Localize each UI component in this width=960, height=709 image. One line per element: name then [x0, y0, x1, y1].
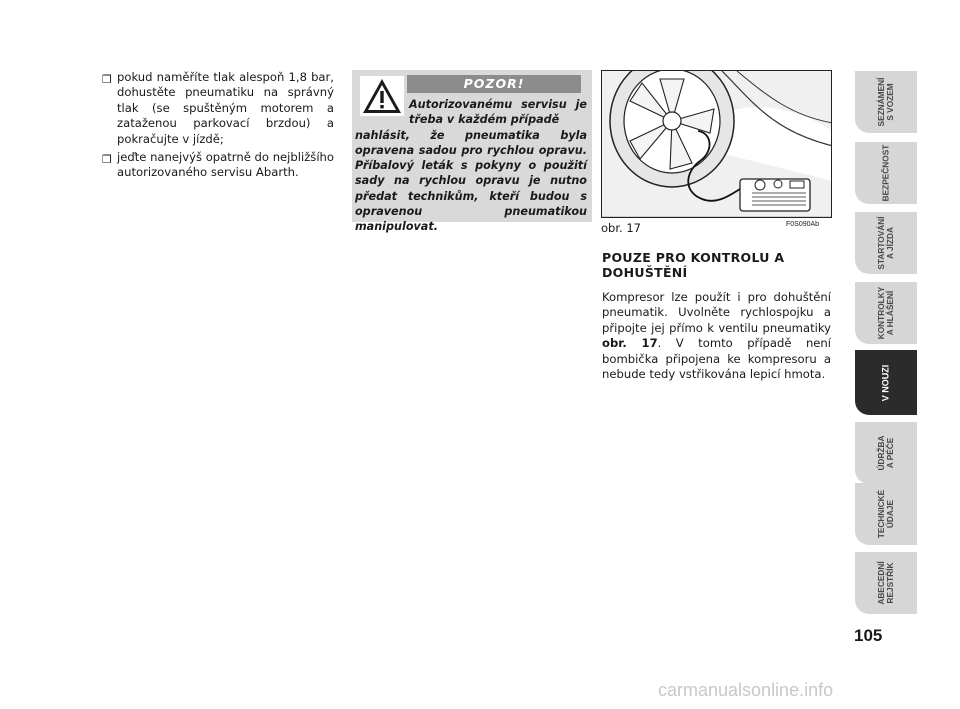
compressor-tyre-drawing — [602, 71, 832, 218]
tab-label: ABECEDNÍ REJSTŘÍK — [876, 561, 895, 605]
list-item — [102, 70, 334, 147]
figure-ref: obr. 17 — [602, 336, 658, 351]
tab-seznameni[interactable] — [855, 71, 917, 133]
watermark: carmanualsonline.info — [658, 680, 834, 700]
list-item-text: pokud naměříte tlak alespoň 1,8 bar, dohustěte pneumatiku na správný tlak (se spuštěným motorem a zataženou parkovací brzdou) a pokračujte v jízdě; — [117, 70, 334, 146]
tab-v-nouzi[interactable] — [855, 350, 917, 415]
tab-technicke[interactable] — [855, 483, 917, 545]
checkbox-bullet-icon: ❒ — [102, 153, 112, 167]
list-item-text: jeďte nanejvýš opatrně do nejbližšího autorizovaného servisu Abarth. — [117, 150, 334, 180]
checkbox-bullet-icon: ❒ — [102, 73, 112, 86]
warning-rest: nahlásit, že pneumatika byla opravena sadou pro rychlou opravu. Příbalový leták s pokyny o použití sady na rychlou opravu je nutno předat technikům, kteří budou s opravenou pneumatikou manipulovat. — [355, 128, 587, 234]
para-before: Kompresor lze použít i pro dohuštění pneumatik. Uvolněte rychlospojku a připojte jej přímo k ventilu pneumatiky — [602, 290, 831, 335]
section-paragraph — [602, 290, 831, 382]
section-heading: POUZE PRO KONTROLU A DOHUŠTĚNÍ — [602, 250, 785, 280]
tab-bezpecnost[interactable] — [855, 142, 917, 204]
tab-label: BEZPEČNOST — [880, 144, 891, 202]
tab-label: ÚDRŽBA A PÉČE — [876, 435, 895, 471]
tab-label: V NOUZI — [880, 364, 891, 401]
tab-rejstrik[interactable] — [855, 552, 917, 614]
left-column — [102, 70, 334, 184]
para-after: . V tomto případě není bombička připojena ke kompresoru a nebude tedy vstřikována lepicí hmota. — [602, 336, 831, 382]
figure-caption: obr. 17 — [601, 221, 641, 235]
figure-illustration — [601, 70, 832, 218]
warning-first-line: Autorizovanému servisu je třeba v každém případě — [409, 98, 587, 127]
section-kontrola — [602, 250, 831, 382]
tab-label: TECHNICKÉ ÚDAJE — [876, 489, 895, 539]
figure-code: F0S090Ab — [786, 221, 820, 228]
tab-udrzba[interactable] — [855, 422, 917, 484]
warning-title: POZOR! — [407, 75, 581, 93]
tab-kontrolky[interactable] — [855, 282, 917, 344]
tab-label: STARTOVÁNÍ A JÍZDA — [876, 216, 895, 270]
tab-label: KONTROLKY A HLÁŠENÍ — [876, 286, 895, 340]
warning-text — [355, 97, 587, 235]
tab-startovani[interactable] — [855, 212, 917, 274]
warning-box — [352, 70, 592, 234]
list-item — [102, 150, 334, 181]
page-number: 105 — [854, 626, 883, 645]
tab-label: SEZNÁMENÍ S VOZEM — [876, 77, 895, 127]
